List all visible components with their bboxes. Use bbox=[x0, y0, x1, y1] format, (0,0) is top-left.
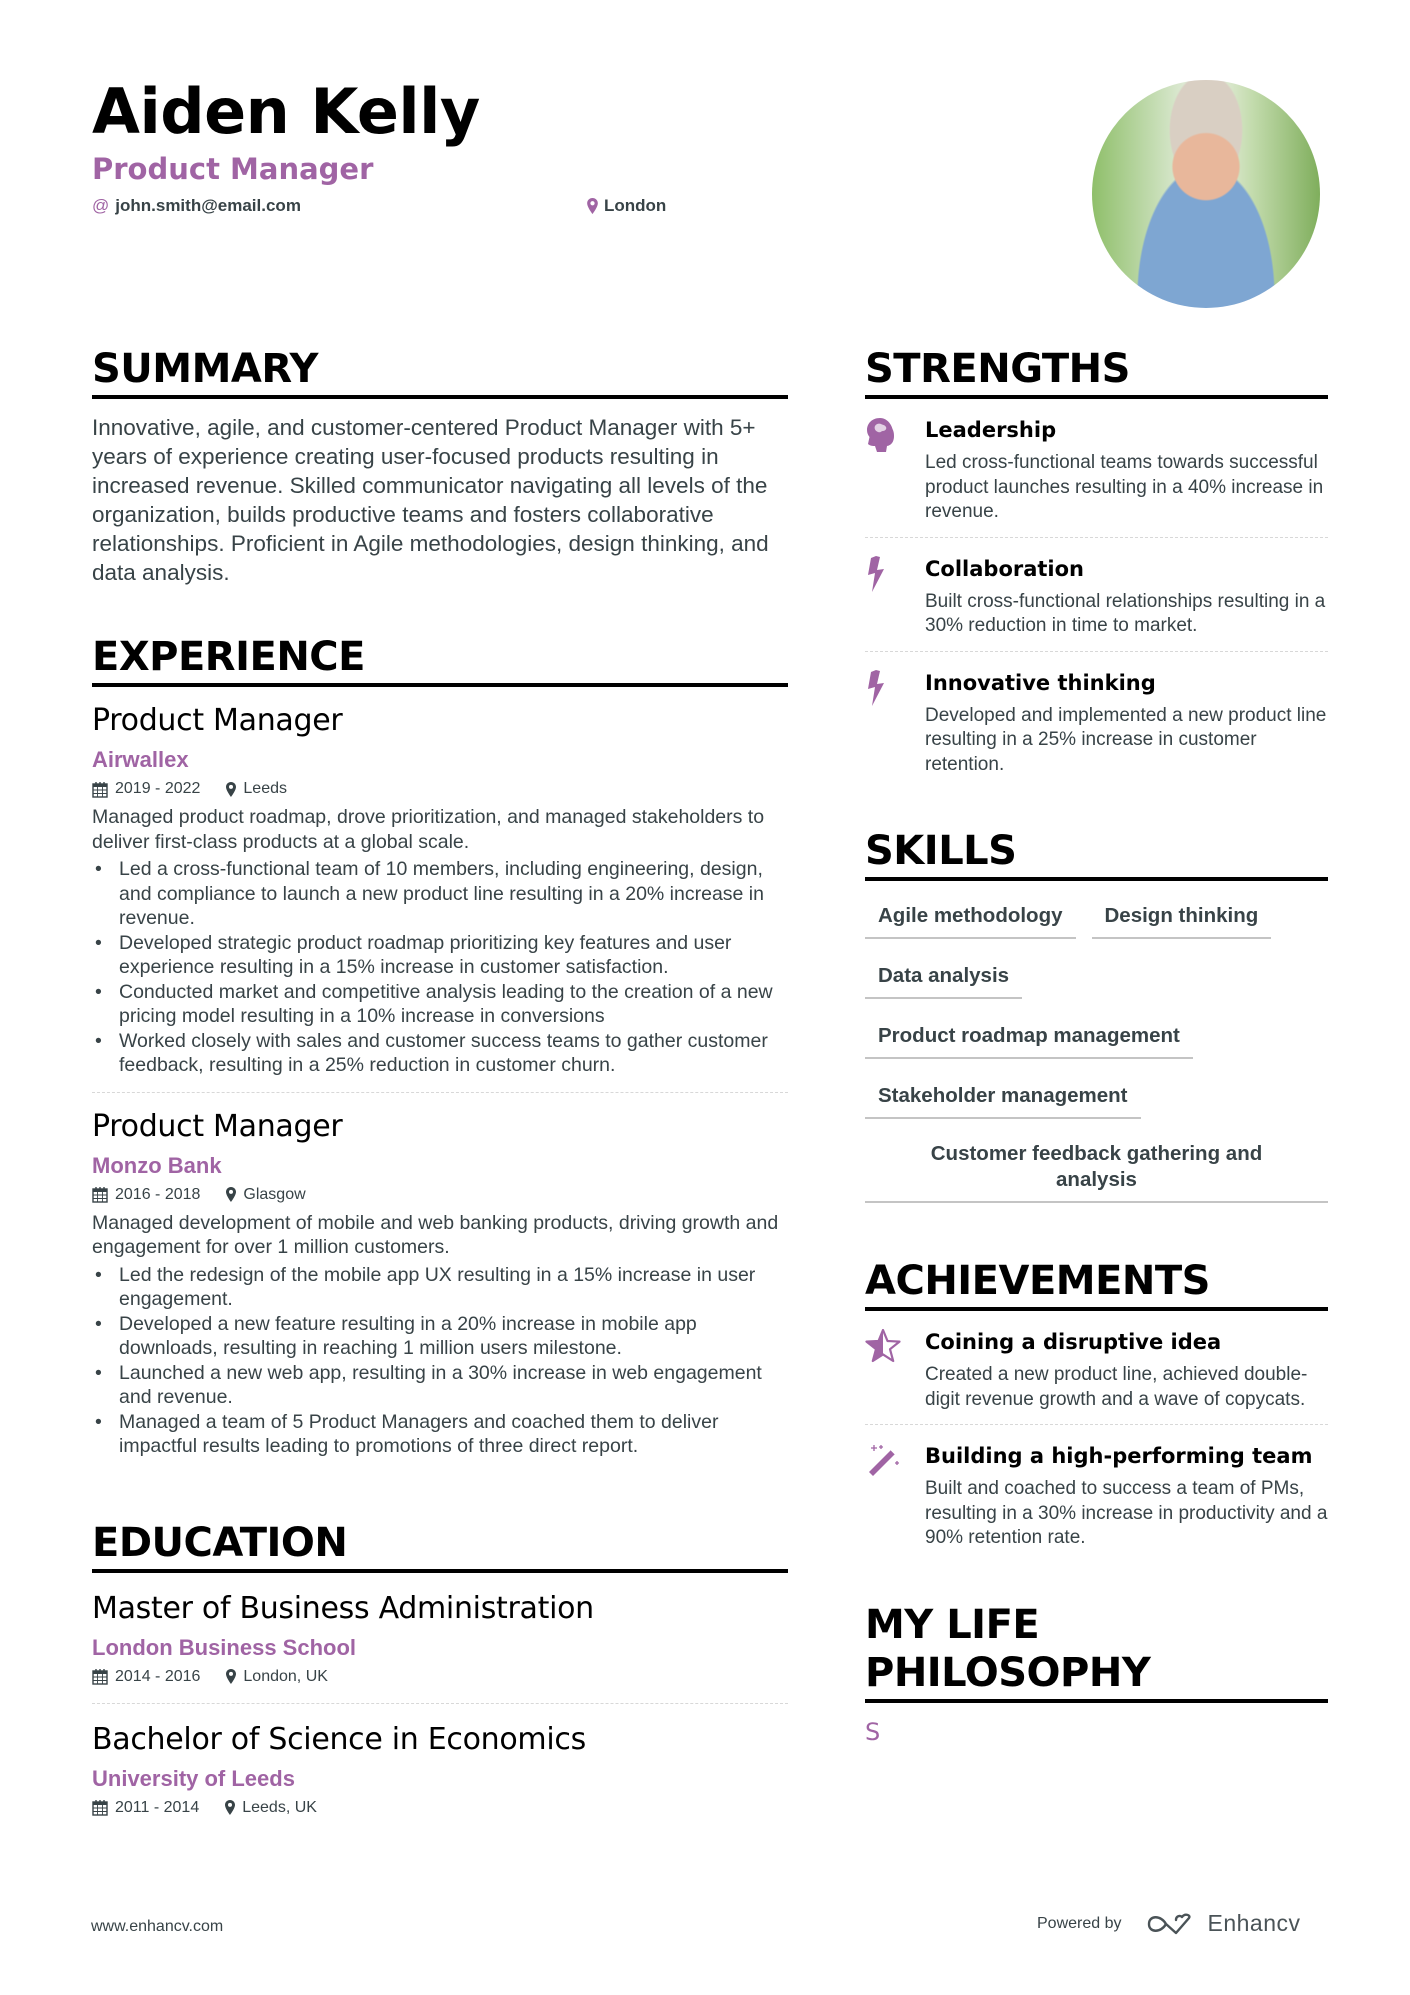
section-title-skills: SKILLS bbox=[865, 827, 1328, 881]
job-description: Managed product roadmap, drove prioritization, and managed stakeholders to deliver first-class products at a global scale. bbox=[92, 806, 765, 853]
education-location: Leeds, UK bbox=[242, 1798, 317, 1816]
company-name: Monzo Bank bbox=[92, 1152, 222, 1178]
education-meta bbox=[92, 1665, 788, 1689]
profile-photo bbox=[1092, 80, 1320, 308]
job-title: Product Manager bbox=[92, 703, 343, 738]
summary-section bbox=[92, 345, 788, 587]
achievement-title: Building a high-performing team bbox=[925, 1444, 1313, 1468]
section-title-summary: SUMMARY bbox=[92, 345, 788, 399]
job-title: Product Manager bbox=[92, 1108, 343, 1144]
philosophy-section bbox=[865, 1601, 1328, 1747]
lightning-bolt-icon bbox=[865, 670, 887, 706]
map-pin-icon bbox=[226, 1669, 236, 1684]
experience-item bbox=[92, 687, 788, 1093]
right-column bbox=[865, 345, 1328, 1785]
job-bullet: • Led the redesign of the mobile app UX resulting in a 15% increase in user engagement. bbox=[92, 1263, 788, 1312]
section-title-strengths: STRENGTHS bbox=[865, 345, 1328, 399]
job-meta bbox=[92, 777, 788, 801]
footer-branding bbox=[1037, 1910, 1301, 1937]
strength-description: Built cross-functional relationships resulting in a 30% reduction in time to market. bbox=[925, 590, 1326, 636]
summary-text: Innovative, agile, and customer-centered Product Manager with 5+ years of experience creating user-focused products resulting in increased revenue. Skilled communicator navigating all levels of the organization, builds productive teams and fosters collaborative relationships. Proficient in Agile methodologies, design thinking, and data analysis. bbox=[92, 415, 769, 585]
left-column bbox=[92, 345, 788, 1872]
email-text: john.smith@email.com bbox=[115, 196, 301, 215]
strength-title: Collaboration bbox=[925, 556, 1085, 581]
calendar-icon bbox=[92, 781, 108, 798]
skill-tag: Data analysis bbox=[865, 955, 1022, 999]
strength-description: Developed and implemented a new product line resulting in a 25% increase in customer retention. bbox=[925, 704, 1327, 775]
company-name: Airwallex bbox=[92, 747, 189, 772]
map-pin-icon bbox=[587, 198, 598, 214]
job-location: Leeds bbox=[243, 780, 287, 797]
candidate-name: Aiden Kelly bbox=[92, 75, 480, 148]
head-brain-icon bbox=[865, 417, 895, 453]
education-meta bbox=[92, 1796, 788, 1820]
section-title-philosophy: MY LIFE PHILOSOPHY bbox=[865, 1601, 1151, 1696]
job-dates: 2016 - 2018 bbox=[115, 1185, 201, 1203]
calendar-icon bbox=[92, 1799, 108, 1816]
school-name: London Business School bbox=[92, 1634, 357, 1660]
job-bullet: • Managed a team of 5 Product Managers and coached them to deliver impactful results leading to promotions of three direct report. bbox=[92, 1410, 788, 1459]
philosophy-text: S bbox=[865, 1717, 881, 1746]
map-pin-icon bbox=[225, 1800, 235, 1815]
achievement-description: Created a new product line, achieved double-digit revenue growth and a wave of copycats. bbox=[925, 1364, 1308, 1410]
job-bullet: • Developed a new feature resulting in a 20% increase in mobile app downloads, resulting in reaching 1 million users milestone. bbox=[92, 1312, 788, 1361]
achievements-section bbox=[865, 1257, 1328, 1563]
education-dates: 2011 - 2014 bbox=[115, 1798, 200, 1816]
section-title-education: EDUCATION bbox=[92, 1519, 788, 1573]
skills-list bbox=[865, 895, 1328, 1219]
education-section bbox=[92, 1519, 788, 1834]
section-title-achievements: ACHIEVEMENTS bbox=[865, 1257, 1328, 1311]
achievement-description: Built and coached to success a team of PMs, resulting in a 30% increase in productivity and a 90% retention rate. bbox=[925, 1478, 1328, 1548]
enhancv-logo-icon bbox=[1146, 1912, 1194, 1936]
job-bullet: • Launched a new web app, resulting in a 30% increase in web engagement and revenue. bbox=[92, 1361, 788, 1410]
achievement-item bbox=[865, 1425, 1328, 1563]
map-pin-icon bbox=[226, 782, 236, 797]
degree-title: Master of Business Administration bbox=[92, 1590, 594, 1626]
job-bullet: • Worked closely with sales and customer success teams to gather customer feedback, resulting in a 25% reduction in customer churn. bbox=[92, 1029, 788, 1078]
education-location: London, UK bbox=[243, 1667, 328, 1685]
star-half-icon bbox=[865, 1329, 901, 1363]
degree-title: Bachelor of Science in Economics bbox=[92, 1721, 586, 1757]
job-bullets bbox=[92, 1263, 788, 1459]
job-bullet: • Developed strategic product roadmap prioritizing key features and user experience resulting in a 15% increase in customer satisfaction. bbox=[92, 931, 788, 980]
job-bullet: • Led a cross-functional team of 10 members, including engineering, design, and compliance to launch a new product line resulting in a 20% increase in revenue. bbox=[92, 857, 788, 931]
skill-tag: Agile methodology bbox=[865, 895, 1076, 939]
at-icon: @ bbox=[92, 196, 110, 215]
contact-email[interactable] bbox=[92, 196, 301, 216]
brand-name: Enhancv bbox=[1207, 1910, 1301, 1936]
calendar-icon bbox=[92, 1186, 108, 1203]
job-dates: 2019 - 2022 bbox=[115, 780, 201, 797]
location-text: London bbox=[604, 196, 667, 215]
section-title-experience: EXPERIENCE bbox=[92, 633, 788, 687]
education-item bbox=[92, 1573, 788, 1704]
resume-header bbox=[92, 72, 1072, 226]
job-location: Glasgow bbox=[243, 1185, 306, 1203]
job-bullet: • Conducted market and competitive analysis leading to the creation of a new pricing model resulting in a 10% increase in conversions bbox=[92, 980, 788, 1029]
footer-website[interactable]: www.enhancv.com bbox=[91, 1918, 224, 1935]
education-item bbox=[92, 1704, 788, 1834]
job-description: Managed development of mobile and web banking products, driving growth and engagement for over 1 million customers. bbox=[92, 1211, 779, 1258]
strength-item bbox=[865, 538, 1328, 652]
strength-description: Led cross-functional teams towards successful product launches resulting in a 40% increase in revenue. bbox=[925, 452, 1324, 522]
achievement-item bbox=[865, 1311, 1328, 1425]
strength-item bbox=[865, 652, 1328, 790]
strength-title: Leadership bbox=[925, 418, 1057, 442]
strengths-section bbox=[865, 345, 1328, 789]
skill-tag: Design thinking bbox=[1092, 895, 1272, 939]
magic-wand-icon bbox=[865, 1443, 901, 1479]
calendar-icon bbox=[92, 1668, 108, 1685]
enhancv-logo[interactable] bbox=[1146, 1910, 1301, 1937]
map-pin-icon bbox=[226, 1187, 236, 1202]
candidate-role: Product Manager bbox=[92, 152, 374, 186]
skill-tag: Customer feedback gathering and analysis bbox=[865, 1135, 1328, 1203]
philosophy-rule bbox=[865, 1699, 1328, 1703]
education-dates: 2014 - 2016 bbox=[115, 1667, 201, 1685]
job-meta bbox=[92, 1183, 788, 1207]
powered-by-label: Powered by bbox=[1037, 1914, 1122, 1932]
strength-item bbox=[865, 399, 1328, 538]
lightning-bolt-icon bbox=[865, 556, 887, 592]
contact-location bbox=[587, 196, 666, 216]
strength-title: Innovative thinking bbox=[925, 670, 1156, 695]
skills-section bbox=[865, 827, 1328, 1219]
experience-item bbox=[92, 1093, 788, 1473]
experience-section bbox=[92, 633, 788, 1473]
skill-tag: Product roadmap management bbox=[865, 1015, 1193, 1059]
school-name: University of Leeds bbox=[92, 1765, 295, 1791]
achievement-title: Coining a disruptive idea bbox=[925, 1330, 1222, 1354]
job-bullets bbox=[92, 857, 788, 1078]
contact-row bbox=[92, 196, 1072, 226]
skill-tag: Stakeholder management bbox=[865, 1075, 1141, 1119]
